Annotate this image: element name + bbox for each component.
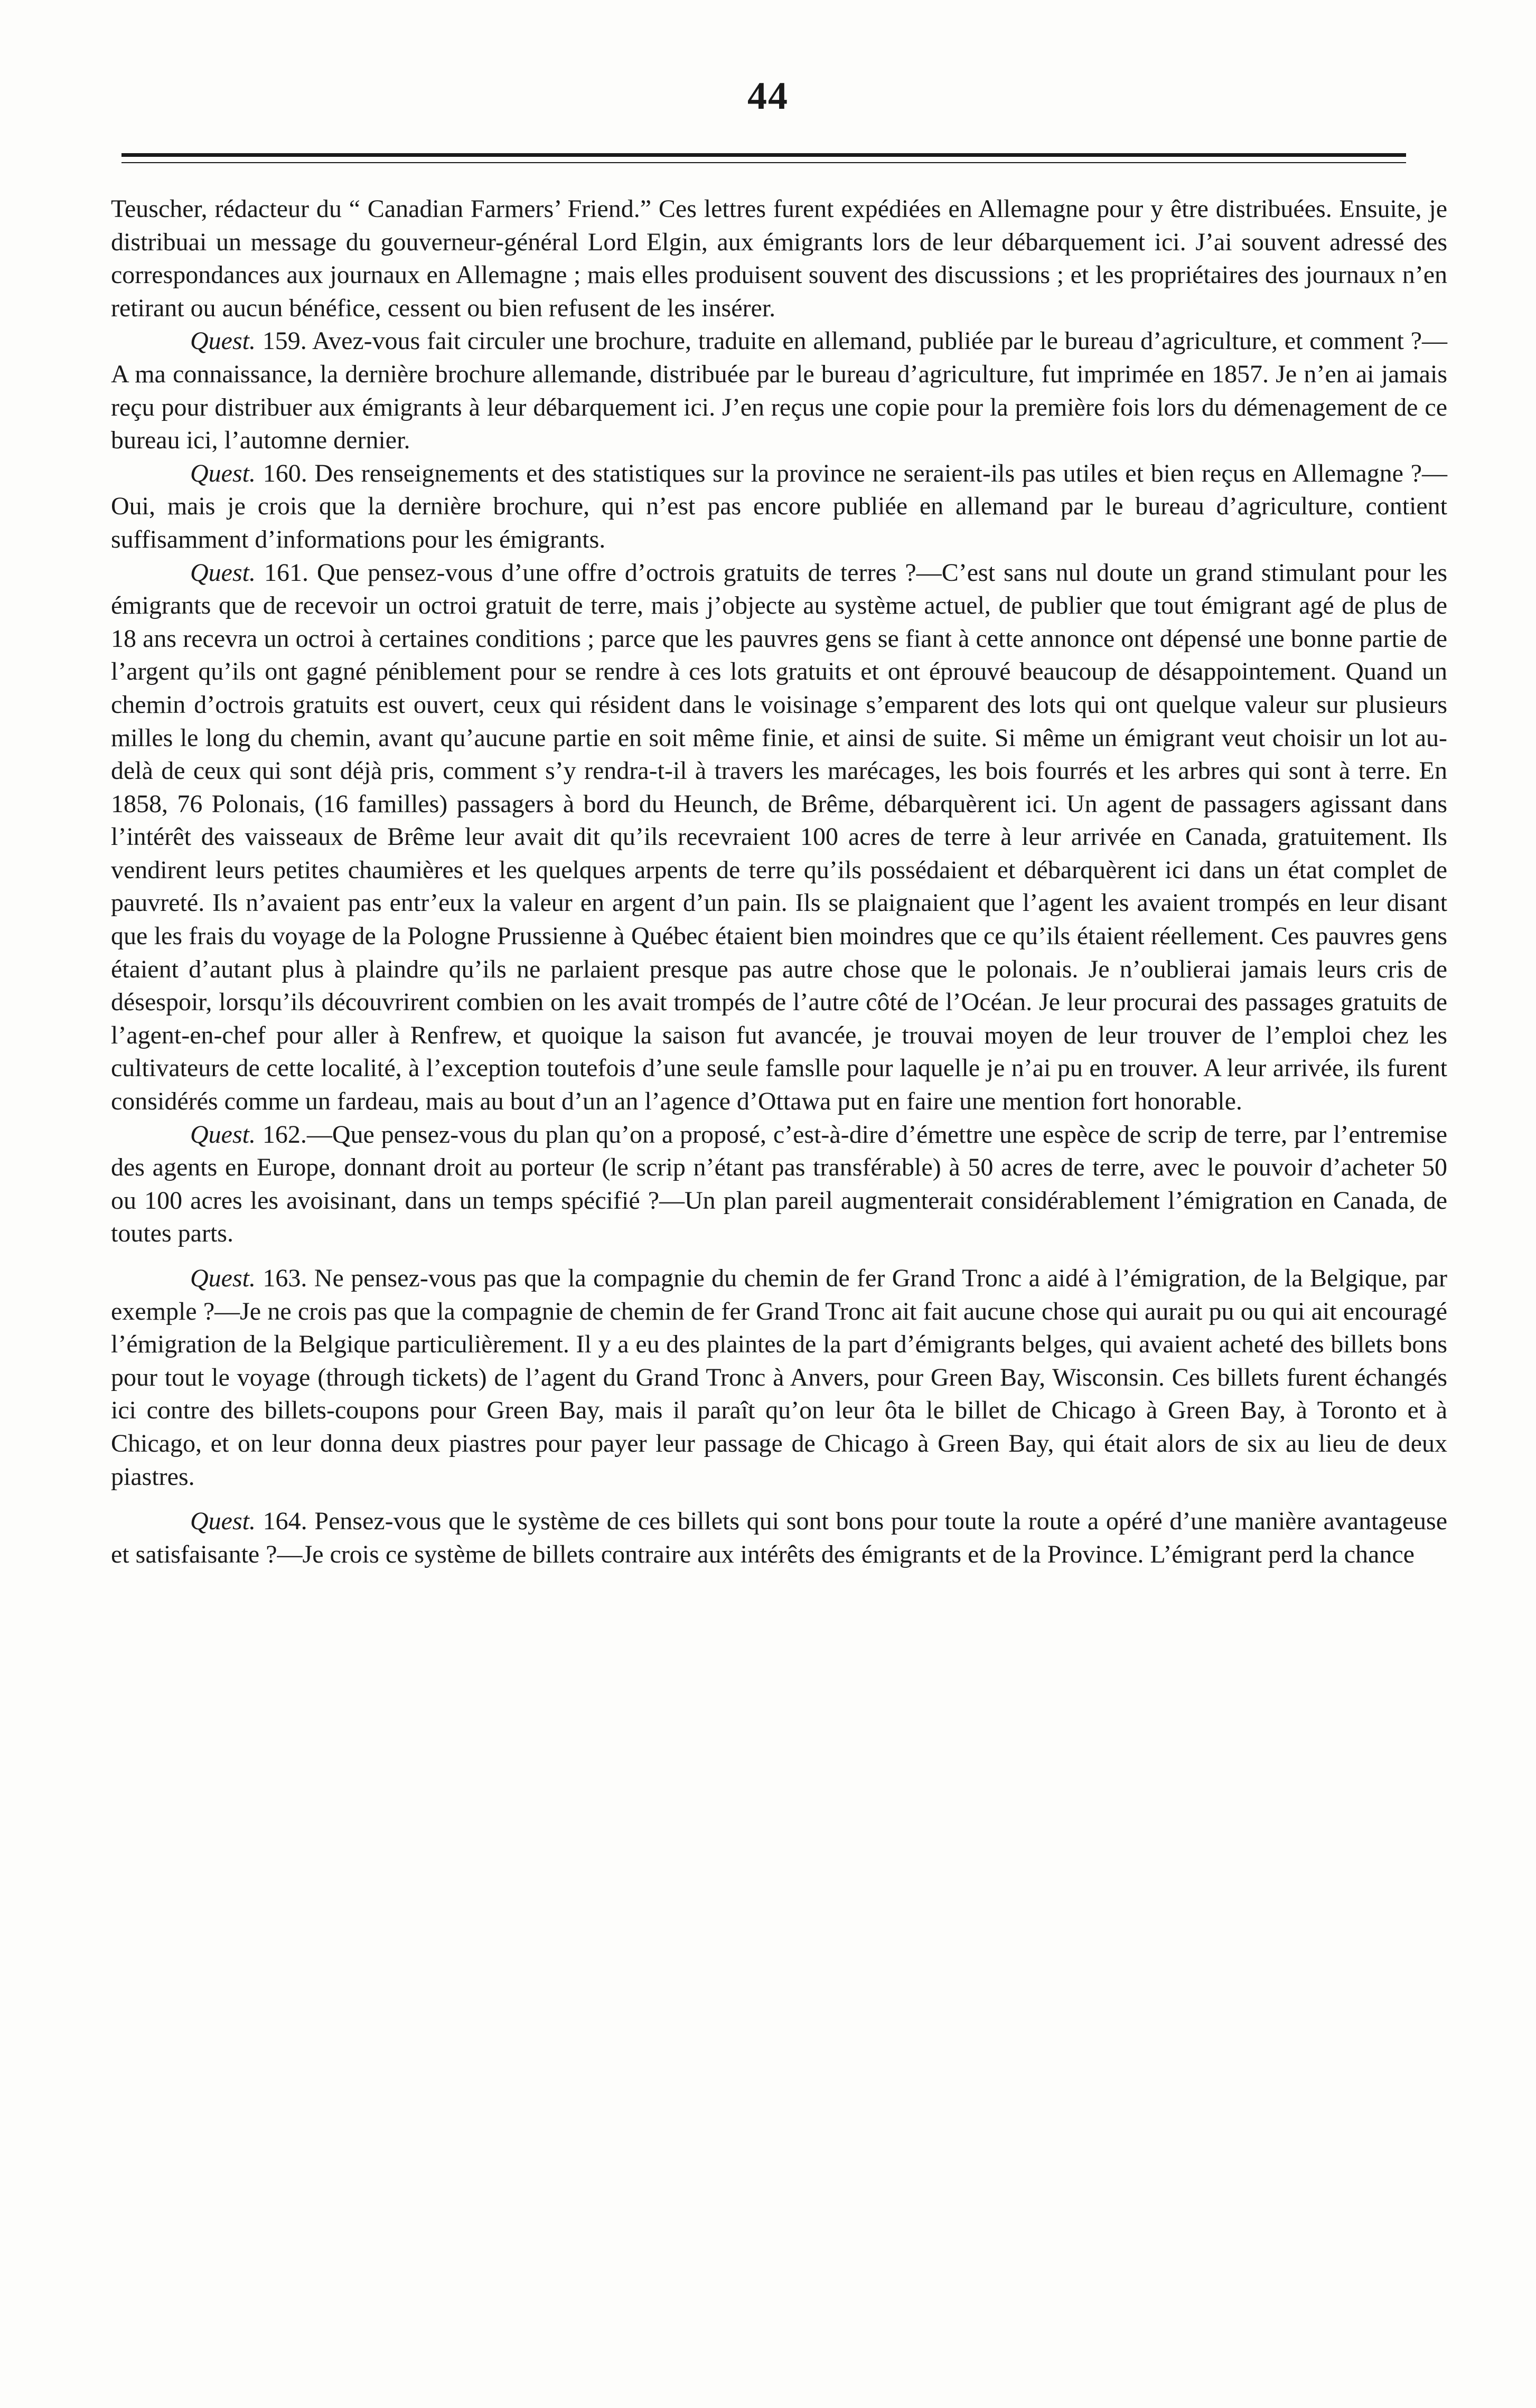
question-text: 159. Avez-vous fait circuler une brochure, traduite en allemand, publiée par le bureau d’agriculture, et comment ?—A ma connaissance, la dernière brochure allemande, distribuée par le bureau d’agriculture, fut imprimée en 1857. Je n’en ai jamais reçu pour distribuer aux émigrants à leur débarquement ici. J’en reçus une copie pour la première fois lors du démenagement de ce bureau ici, l’automne dernier. [111, 327, 1447, 455]
question-163 [111, 1262, 1447, 1493]
header-rule-thick [121, 153, 1406, 157]
question-label: Quest. [190, 1507, 256, 1536]
question-label: Quest. [190, 459, 256, 487]
body-text [111, 193, 1447, 1571]
question-160 [111, 457, 1447, 557]
header-rule-thin [121, 162, 1406, 163]
page-number: 44 [747, 74, 789, 118]
question-164 [111, 1505, 1447, 1571]
question-162 [111, 1118, 1447, 1250]
paragraph-continuation: Teuscher, rédacteur du “ Canadian Farmers’ Friend.” Ces lettres furent expédiées en Allemagne pour y être distribuées. Ensuite, je distribuai un message du gouverneur-général Lord Elgin, aux émigrants lors de leur débarquement ici. J’ai souvent adressé des correspondances aux journaux en Allemagne ; mais elles produisent souvent des discussions ; et les propriétaires des journaux n’en retirant ou aucun bénéfice, cessent ou bien refusent de les insérer. [111, 195, 1447, 322]
question-text: 161. Que pensez-vous d’une offre d’octrois gratuits de terres ?—C’est sans nul doute un grand stimulant pour les émigrants que de recevoir un octroi gratuit de terre, mais j’objecte au système actuel, de publier que tout émigrant agé de plus de 18 ans recevra un octroi à certaines conditions ; parce que les pauvres gens se fiant à cette annonce ont dépensé une bonne partie de l’argent qu’ils ont gagné péniblement pour se rendre à ces lots gratuits et ont éprouvé beaucoup de désappointement. Quand un chemin d’octrois gratuits est ouvert, ceux qui résident dans le voisinage s’emparent des lots qui ont quelque valeur sur plusieurs milles le long du chemin, avant qu’aucune partie en soit même finie, et ainsi de suite. Si même un émigrant veut choisir un lot au-delà de ceux qui sont déjà pris, comment s’y rendra-t-il à travers les marécages, les bois fourrés et les arbres qui sont à terre. En 1858, 76 Polonais, (16 familles) passagers à bord du Heunch, de Brême, débarquèrent ici. Un agent de passagers agissant dans l’intérêt des vaisseaux de Brême leur avait dit qu’ils recevraient 100 acres de terre à leur arrivée en Canada, gratuitement. Ils vendirent leurs petites chaumières et les quelques arpents de terre qu’ils possédaient et débarquèrent ici dans un état complet de pauvreté. Ils n’avaient pas entr’eux la valeur en argent d’un pain. Ils se plaignaient que l’agent les avaient trompés en leur disant que les frais du voyage de la Pologne Prussienne à Québec étaient bien moindres que ce qu’ils étaient réellement. Ces pauvres gens étaient d’autant plus à plaindre qu’ils ne parlaient presque pas autre chose que le polonais. Je n’oublierai jamais leurs cris de désespoir, lorsqu’ils découvrirent combien on les avait trompés de l’autre côté de l’Océan. Je leur procurai des passages gratuits de l’agent-en-chef pour aller à Renfrew, et quoique la saison fut avancée, je trouvai moyen de leur trouver de l’emploi chez les cultivateurs de cette localité, à l’exception toutefois d’une seule famslle pour laquelle je n’ai pu en trouver. A leur arrivée, ils furent considérés comme un fardeau, mais au bout d’un an l’agence d’Ottawa put en faire une mention fort honorable. [111, 558, 1447, 1116]
question-text: 160. Des renseignements et des statistiques sur la province ne seraient-ils pas utiles et bien reçus en Allemagne ?—Oui, mais je crois que la dernière brochure, qui n’est pas encore publiée en allemand par le bureau d’agriculture, contient suffisamment d’informations pour les émigrants. [111, 459, 1447, 553]
question-159 [111, 325, 1447, 457]
question-label: Quest. [190, 558, 256, 587]
question-161 [111, 557, 1447, 1118]
question-label: Quest. [190, 327, 256, 355]
question-text: 163. Ne pensez-vous pas que la compagnie du chemin de fer Grand Tronc a aidé à l’émigration, de la Belgique, par exemple ?—Je ne crois pas que la compagnie de chemin de fer Grand Tronc ait fait aucune chose qui aurait pu ou qui ait encouragé l’émigration de la Belgique particulièrement. Il y a eu des plaintes de la part d’émigrants belges, qui avaient acheté des billets bons pour tout le voyage (through tickets) de l’agent du Grand Tronc à Anvers, pour Green Bay, Wisconsin. Ces billets furent échangés ici contre des billets-coupons pour Green Bay, mais il paraît qu’on leur ôta le billet de Chicago à Green Bay, à Toronto et à Chicago, et on leur donna deux piastres pour payer leur passage de Chicago à Green Bay, qui était alors de six au lieu de deux piastres. [111, 1264, 1447, 1491]
question-label: Quest. [190, 1120, 256, 1149]
question-text: 162.—Que pensez-vous du plan qu’on a proposé, c’est-à-dire d’émettre une espèce de scrip de terre, par l’entremise des agents en Europe, donnant droit au porteur (le scrip n’étant pas transférable) à 50 acres de terre, avec le pouvoir d’acheter 50 ou 100 acres les avoisinant, dans un temps spécifié ?—Un plan pareil augmenterait considérablement l’émigration en Canada, de toutes parts. [111, 1120, 1447, 1248]
question-label: Quest. [190, 1264, 256, 1292]
question-text: 164. Pensez-vous que le système de ces billets qui sont bons pour toute la route a opéré d’une manière avantageuse et satisfaisante ?—Je crois ce système de billets contraire aux intérêts des émigrants et de la Province. L’émigrant perd la chance [111, 1507, 1447, 1568]
